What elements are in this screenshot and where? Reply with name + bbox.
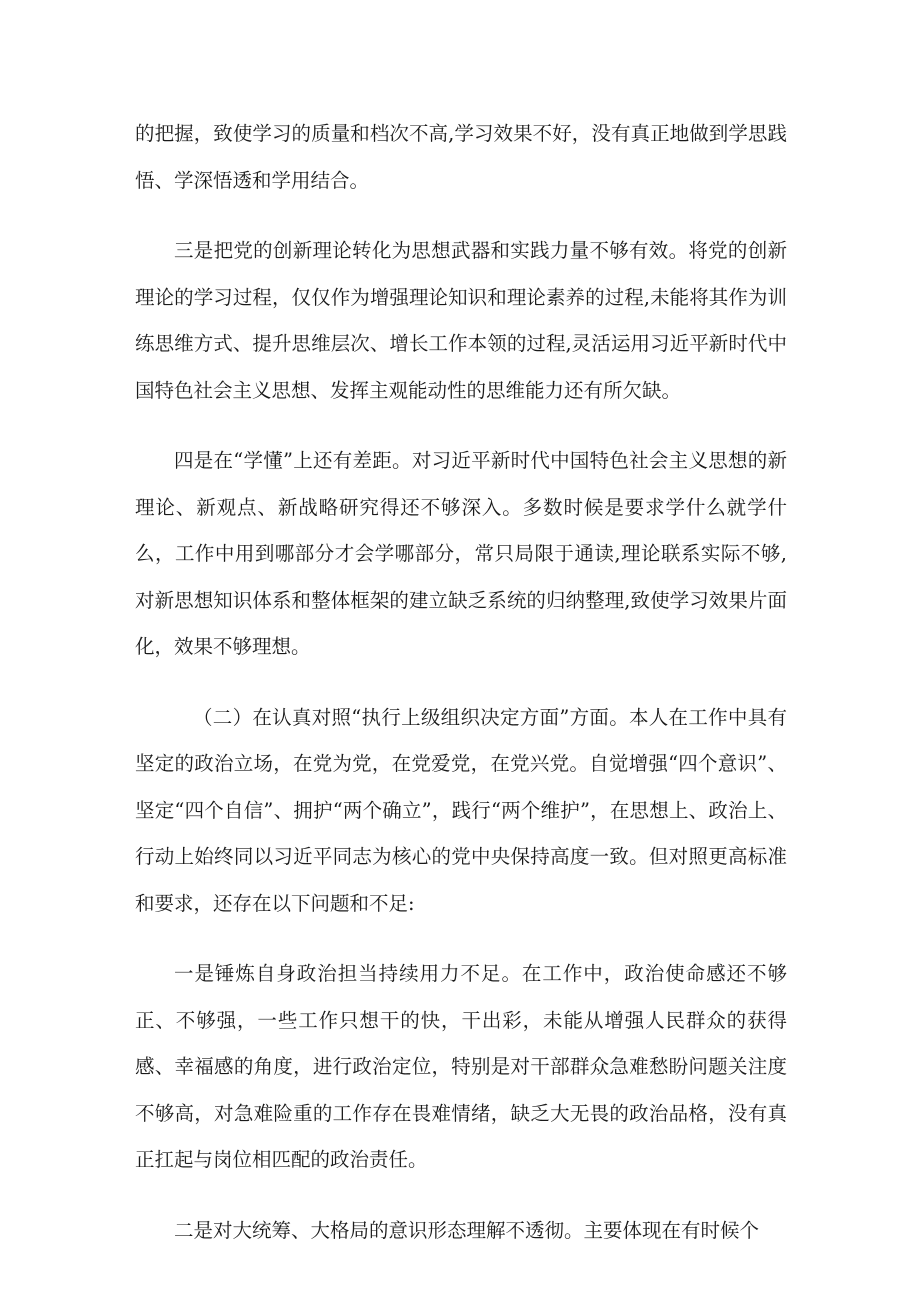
paragraph-item-one: 一是锤炼自身政治担当持续用力不足。在工作中，政治使命感还不够正、不够强，一些工作只想干的快，干出彩，未能从增强人民群众的获得感、幸福感的角度，进行政治定位，特别是对干部群众急难愁盼问题关注度不够高，对急难险重的工作存在畏难情绪，缺乏大无畏的政治品格，没有真正扛起与岗位相匹配的政治责任。 (135, 962, 787, 1171)
document-body (135, 111, 787, 1254)
paragraph-item-four: 四是在“学懂”上还有差距。对习近平新时代中国特色社会主义思想的新理论、新观点、新战略研究得还不够深入。多数时候是要求学什么就学什么，工作中用到哪部分才会学哪部分，常只局限于通读,理论联系实际不够,对新思想知识体系和整体框架的建立缺乏系统的归纳整理,致使学习效果片面化，效果不够理想。 (135, 449, 787, 658)
paragraph-item-two: 二是对大统筹、大格局的意识形态理解不透彻。主要体现在有时候个 (174, 1218, 760, 1242)
paragraph-continued: 的把握，致使学习的质量和档次不高,学习效果不好，没有真正地做到学思践悟、学深悟透和学用结合。 (135, 122, 787, 192)
paragraph-item-three: 三是把党的创新理论转化为思想武器和实践力量不够有效。将党的创新理论的学习过程，仅仅作为增强理论知识和理论素养的过程,未能将其作为训练思维方式、提升思维层次、增长工作本领的过程,灵活运用习近平新时代中国特色社会主义思想、发挥主观能动性的思维能力还有所欠缺。 (135, 239, 787, 402)
paragraph-section-two: （二）在认真对照“执行上级组织决定方面”方面。本人在工作中具有坚定的政治立场，在党为党，在党爱党，在党兴党。自觉增强“四个意识”、坚定“四个自信”、拥护“两个确立”，践行“两个维护”，在思想上、政治上、行动上始终同以习近平同志为核心的党中央保持高度一致。但对照更高标准和要求，还存在以下问题和不足: (135, 705, 787, 915)
